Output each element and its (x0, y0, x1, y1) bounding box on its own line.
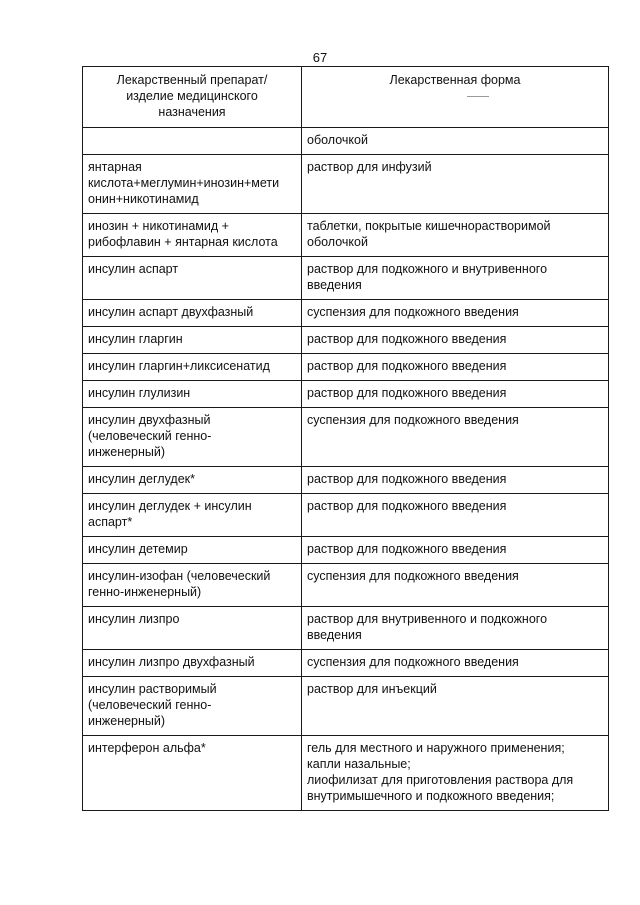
drug-name-cell: инсулин детемир (83, 537, 302, 564)
dosage-form-cell: раствор для подкожного введения (302, 327, 609, 354)
table-row (83, 650, 609, 677)
drug-name-cell: инсулин аспарт (83, 257, 302, 300)
drug-name-cell (83, 128, 302, 155)
table-row (83, 408, 609, 467)
dosage-form-cell: раствор для подкожного введения (302, 381, 609, 408)
drug-name-cell: инозин + никотинамид + рибофлавин + янтарная кислота (83, 214, 302, 257)
header-dosage-form (302, 67, 609, 128)
dosage-form-cell: раствор для подкожного введения (302, 537, 609, 564)
table-row (83, 537, 609, 564)
table-row (83, 257, 609, 300)
drug-name-cell: инсулин двухфазный (человеческий генно- инженерный) (83, 408, 302, 467)
table-row (83, 607, 609, 650)
dosage-form-cell: суспензия для подкожного введения (302, 408, 609, 467)
drug-name-cell: интерферон альфа* (83, 736, 302, 811)
dosage-form-cell: раствор для инфузий (302, 155, 609, 214)
table-header-row (83, 67, 609, 128)
drug-name-cell: инсулин аспарт двухфазный (83, 300, 302, 327)
drug-name-cell: инсулин лизпро (83, 607, 302, 650)
dosage-form-cell: раствор для подкожного введения (302, 494, 609, 537)
header-underline-mark (467, 96, 489, 97)
table-row (83, 128, 609, 155)
drug-name-cell: инсулин гларгин+ликсисенатид (83, 354, 302, 381)
dosage-form-cell: раствор для подкожного введения (302, 467, 609, 494)
dosage-form-cell: гель для местного и наружного применения; капли назальные; лиофилизат для приготовления раствора для внутримышечного и подкожного введения; (302, 736, 609, 811)
table-row (83, 564, 609, 607)
table-row (83, 467, 609, 494)
table-row (83, 327, 609, 354)
header-drug-name: Лекарственный препарат/ изделие медицинского назначения (83, 67, 302, 128)
drug-name-cell: инсулин глулизин (83, 381, 302, 408)
table-row (83, 736, 609, 811)
medication-table (82, 66, 609, 811)
table-row (83, 494, 609, 537)
dosage-form-cell: суспензия для подкожного введения (302, 650, 609, 677)
dosage-form-cell: раствор для подкожного и внутривенного введения (302, 257, 609, 300)
dosage-form-cell: таблетки, покрытые кишечнорастворимой оболочкой (302, 214, 609, 257)
drug-name-cell: инсулин лизпро двухфазный (83, 650, 302, 677)
dosage-form-cell: раствор для внутривенного и подкожного введения (302, 607, 609, 650)
drug-name-cell: инсулин-изофан (человеческий генно-инженерный) (83, 564, 302, 607)
table-row (83, 300, 609, 327)
dosage-form-cell: раствор для подкожного введения (302, 354, 609, 381)
table-row (83, 677, 609, 736)
table-body (83, 128, 609, 811)
table-row (83, 354, 609, 381)
dosage-form-cell: раствор для инъекций (302, 677, 609, 736)
table-row (83, 155, 609, 214)
table-row (83, 214, 609, 257)
dosage-form-cell: оболочкой (302, 128, 609, 155)
drug-name-cell: инсулин растворимый (человеческий генно- инженерный) (83, 677, 302, 736)
page-number: 67 (312, 50, 328, 65)
drug-name-cell: инсулин деглудек + инсулин аспарт* (83, 494, 302, 537)
dosage-form-cell: суспензия для подкожного введения (302, 564, 609, 607)
drug-name-cell: инсулин деглудек* (83, 467, 302, 494)
drug-name-cell: янтарная кислота+меглумин+инозин+мети онин+никотинамид (83, 155, 302, 214)
table-row (83, 381, 609, 408)
header-dosage-form-label: Лекарственная форма (389, 73, 521, 87)
drug-name-cell: инсулин гларгин (83, 327, 302, 354)
dosage-form-cell: суспензия для подкожного введения (302, 300, 609, 327)
